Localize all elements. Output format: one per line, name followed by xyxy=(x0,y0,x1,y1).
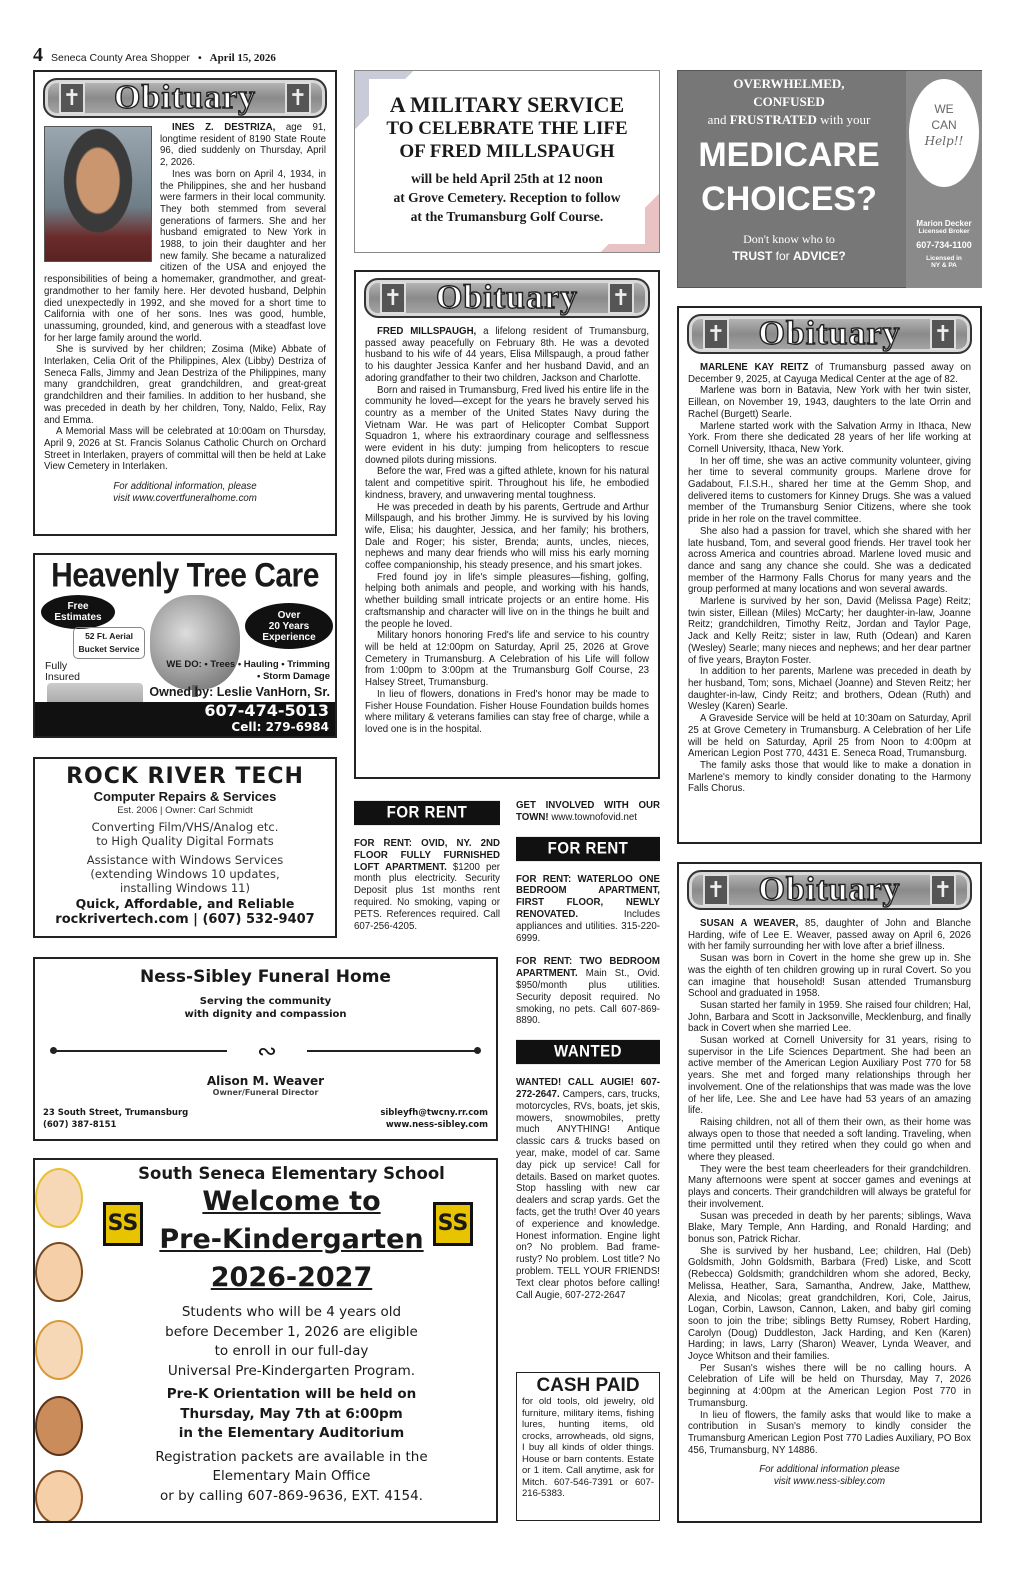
line: and xyxy=(707,112,730,127)
director-role: Owner/Funeral Director xyxy=(212,1088,319,1097)
paragraph: They were the best team cheerleaders for their grandchildren. Many afternoons were spent at soccer games and evenings at plays and concerts. Their grandchildren will always be grateful for their involvement. xyxy=(688,1163,971,1210)
obituary-body xyxy=(679,914,980,1488)
line: Help!! xyxy=(924,134,964,148)
line: 23 South Street, Trumansburg xyxy=(43,1108,189,1118)
separator: • xyxy=(197,52,202,64)
paragraph: Marlene was born in Batavia, New York with her twin sister, Eillean, on November 19, 1943, daughters to the late Orrin and Rachel (Burgett) Searle. xyxy=(688,385,971,420)
paragraph: She is survived by her husband, Lee; children, Hal (Deb) Goldsmith, John Goldsmith, Barbara (Fred) Liske, and Scott (Rebecca) Goldsmith; grandchildren whom she adored, Becky, Melissa, Heather, Sara, Samantha, Andrew, Jake, Matthew, Alexia, and Nicolas; great grandchildren, Kori, Cole, Jairus, Logan, Corbin, Lawson, Cannon, Laken, and baby girl coming soon to join the tribe; siblings Betty Rumsey, Robert Harding, Carolyn (Doug) Duddleston, Jack Harding, and Ken (Karen) Harding; in laws, Larry (Sharon) Weaver, Lynda Weaver, and Joyce Whitson and their families. xyxy=(688,1245,971,1363)
line: Students who will be 4 years old xyxy=(181,1304,402,1320)
classifieds-column-2 xyxy=(516,800,660,1301)
school-logo-left: SS xyxy=(103,1202,143,1246)
line: installing Windows 11) xyxy=(120,881,250,895)
paragraph: age 91, longtime resident of 8190 State Route 96, died suddenly on Thursday, April 2, 2026. xyxy=(160,122,326,169)
director-name: Alison M. Weaver xyxy=(206,1074,325,1088)
ad-text: Main St., Ovid. $950/month plus utilities. Security deposit required. No smoking, no pets. Call 607-869-8890. xyxy=(516,968,660,1027)
line: TRUST xyxy=(732,249,773,263)
section-header-for-rent: FOR RENT xyxy=(354,801,500,825)
section-header-wanted: WANTED xyxy=(516,1040,660,1064)
services-line: • Storm Damage xyxy=(256,671,330,682)
section-header-for-rent: FOR RENT xyxy=(516,836,660,860)
agent-name: Marion Decker xyxy=(916,219,972,228)
email-link[interactable]: sibleyfh@twcny.rr.com xyxy=(380,1108,488,1118)
detail-line: at the Trumansburg Golf Course. xyxy=(410,209,604,224)
obituary-banner xyxy=(43,78,327,118)
obituary-title: Obituary xyxy=(758,315,901,352)
line: Pre-K Orientation will be held on xyxy=(166,1386,417,1402)
line: Thursday, May 7th at 6:00pm xyxy=(180,1405,403,1422)
address xyxy=(43,1107,188,1131)
page-header xyxy=(33,44,276,67)
line: CHOICES? xyxy=(701,180,877,218)
classified-ovid-loft xyxy=(354,838,500,932)
cross-icon: ✝ xyxy=(608,282,634,314)
paragraph: Ines was born on April 4, 1934, in the Philippines, she and her husband were farmers in their local community. They both stemmed from several generations of farmers. She and her husband emigrated to New York in 1988, to join their daughter and her new family. She became a naturalized citizen of the USA and enjoyed the responsibilities of being a homemaker, grandmother, and great-grandmother to her family here. Her devoted husband, Delphin died unexpectedly in 1992, and she moved for a short time to California with one of her sons. Ines was good, humble, unassuming, grounded, kind, and generous with a steadfast love for her large family around the world. xyxy=(44,168,326,344)
paragraph: In her off time, she was an active community volunteer, giving her time to several community groups. Marlene drove for Gadabout, F.I.S.H., shared her time at the Gemm Shop, and delivered items to customers for Kinney Drugs. She was a valued member of the Trumansburg Senior Citizens, where she took pride in her role on the travel committee. xyxy=(688,455,971,526)
label-line: Bucket Service xyxy=(78,644,140,654)
obituary-marlene-reitz xyxy=(677,306,982,844)
ad-tagline xyxy=(35,995,496,1021)
paragraph: 85, daughter of John and Blanche Harding, wife of Lee E. Weaver, passed away on April 6, 2026 with her family surrounding her with love after a brief illness. xyxy=(688,918,971,953)
obituary-body xyxy=(356,322,658,736)
cross-icon: ✝ xyxy=(703,874,729,906)
license-line: NY & PA xyxy=(931,262,957,269)
line: (extending Windows 10 updates, xyxy=(90,867,280,881)
obituary-banner xyxy=(687,870,972,910)
website-link[interactable]: www.ness-sibley.com xyxy=(385,1120,488,1130)
ad-lead: FOR RENT: OVID, NY. 2ND FLOOR FULLY FURNISHED LOFT APARTMENT. xyxy=(354,838,500,873)
divider-dot xyxy=(474,1047,481,1054)
line: Don't know who to xyxy=(743,232,835,246)
headline xyxy=(678,133,900,221)
classified-augie xyxy=(516,1077,660,1301)
paragraph: She is survived by her children; Zosima (Mike) Abbate of Interlaken, Celia Orit of the Philippines, Alex (Libby) Destriza of Seneca Falls, Jimmy and Jean Destriza of the Philippines, many many grandchildren, great grandchildren, and great-great grandchildren and their families. In addition to her husband, she was preceded in death by her children, Tony, Naldo, Felix, Ray and Emma. xyxy=(44,344,326,426)
detail-line: will be held April 25th at 12 noon xyxy=(411,171,603,186)
headline-line: A MILITARY SERVICE xyxy=(389,92,625,117)
obituary-title: Obituary xyxy=(113,79,257,116)
school-logo-right: SS xyxy=(433,1202,473,1246)
label-line: 52 Ft. Aerial xyxy=(85,631,133,641)
tagline: Quick, Affordable, and Reliable xyxy=(75,896,295,911)
paragraph: Per Susan's wishes there will be no calling hours. A Celebration of Life will be held on Thursday, May 7, 2026 beginning at 4:00pm at the American Legion Post 770 in Trumansburg. xyxy=(688,1362,971,1409)
badge-line: Over xyxy=(277,610,301,621)
ad-lead: GET INVOLVED WITH OUR TOWN! xyxy=(516,800,660,823)
paragraph: of Trumansburg passed away on December 9, 2025, at Cayuga Medical Center at the age of 82. xyxy=(688,362,971,385)
ad-ness-sibley-funeral-home xyxy=(33,957,498,1141)
ad-heavenly-tree-care xyxy=(33,553,337,738)
line: (607) 387-8151 xyxy=(43,1120,117,1130)
bucket-service-label xyxy=(73,627,145,659)
badge-line: Free xyxy=(67,601,89,612)
deceased-name: INES Z. DESTRIZA, xyxy=(172,122,276,133)
classified-two-bedroom xyxy=(516,956,660,1027)
ad-title: Ness-Sibley Funeral Home xyxy=(140,967,391,987)
cross-icon: ✝ xyxy=(285,82,311,114)
label-line: Fully xyxy=(45,660,68,672)
paragraph: A Memorial Mass will be celebrated at 10:00am on Thursday, April 9, 2026 at St. Francis Solanus Catholic Church on Orchard Street in Interlaken, prayers of committal will then be held at Lake View Cemetery in Interlaken. xyxy=(44,426,326,473)
line: to High Quality Digital Formats xyxy=(96,834,274,848)
obituary-banner xyxy=(364,278,650,318)
free-estimates-badge xyxy=(41,595,115,629)
phone-bar xyxy=(35,702,335,736)
line: in the Elementary Auditorium xyxy=(178,1425,405,1441)
est-owner: Est. 2006 | Owner: Carl Schmidt xyxy=(117,805,253,816)
portrait-photo xyxy=(44,126,152,262)
owner-name: Owned by: Leslie VanHorn, Sr. xyxy=(149,685,330,699)
line: ADVICE? xyxy=(793,249,846,263)
obituary-susan-weaver xyxy=(677,862,982,1523)
obituary-ines-destriza xyxy=(33,70,337,536)
line: Serving the community xyxy=(199,996,332,1007)
funeral-home-link[interactable]: visit www.ness-sibley.com xyxy=(773,1476,886,1488)
badge-line: Estimates xyxy=(54,612,102,623)
ad-text: $1200 per month plus electricity. Security Deposit plus 1st months rent required. No smoking, vaping or PETS. References required. Call 607-256-4205. xyxy=(354,861,501,932)
ad-title: ROCK RIVER TECH xyxy=(66,764,304,789)
line: OVERWHELMED, xyxy=(733,76,845,91)
paragraph: In lieu of flowers, the family asks that would like to make a contribution in Susan's memory to kindly consider the Trumansburg American Legion Post 770 Ladies Auxiliary, PO Box 456, Trumansburg, NY 14886. xyxy=(688,1409,971,1456)
paragraph: In lieu of flowers, donations in Fred's honor may be made to Fisher House Foundation. Fisher House Foundation builds homes where military & veterans families can stay free of charge, while a loved one is in the hospital. xyxy=(365,688,649,735)
paragraph: Born and raised in Trumansburg, Fred lived his entire life in the community he loved—except for the years he bravely served his country as a member of the United States Navy during the Vietnam War. He was part of Helicopter Combat Support Squadron 1, where his extraordinary courage and selflessness were evident in his duty: jumping from helicopters to rescue downed pilots during missions. xyxy=(365,384,649,466)
paragraph: The family asks those that would like to make a donation in Marlene's memory to kindly consider donating to the Harmony Falls Chorus. xyxy=(688,759,971,795)
ad-south-seneca-prek xyxy=(33,1158,498,1523)
contact xyxy=(380,1107,488,1131)
paragraph: Before the war, Fred was a gifted athlete, known for his natural talent and competitive spirit. Throughout his life, he embodied kindness, bravery, and unwavering mental toughness. xyxy=(365,466,649,501)
line: Converting Film/VHS/Analog etc. xyxy=(91,820,279,834)
page-number: 4 xyxy=(33,44,43,66)
ad-cash-paid xyxy=(516,1372,660,1521)
services-list xyxy=(166,659,330,683)
cross-icon: ✝ xyxy=(59,82,85,114)
paragraph: Susan worked at Cornell University for 31 years, rising to supervisor in the Life Sciences Department. She had been an active member of the American Legion Auxiliary Post 770 for 58 years. She met and forged many relationships through her involvement. One of the relationships that was made was the love of her life, Lee. She and Lee have had 53 years of an amazing life. xyxy=(688,1035,971,1117)
obituary-title: Obituary xyxy=(758,871,901,908)
obituary-footer xyxy=(44,481,326,505)
label-line: Insured xyxy=(45,671,81,683)
paragraph: Marlene started work with the Salvation Army in Ithaca, New York. From there she dedicated 28 years of her life working at Cornell University, Ithaca, New York. xyxy=(688,420,971,455)
obituary-body xyxy=(679,358,980,795)
funeral-home-link[interactable]: visit www.covertfuneralhome.com xyxy=(113,493,257,505)
line: before December 1, 2026 are eligible xyxy=(165,1323,418,1340)
paragraph: Marlene is survived by her son, David (Melissa Page) Reitz; twin sister, Eillean (Miles) McCarty; her daughter-in-law, Joanne Reitz; grandchildren, Timothy Reitz, Jordan and Taylor Page, Jack and Kelly Reitz; sister in law, Ruth (Odean) and Karen (Wesley) Searle; many nieces and nephews; and her dear partner of five years, Brayton Foster. xyxy=(688,596,971,666)
paragraph: A Graveside Service will be held at 10:30am on Saturday, April 25 at Grove Cemetery in Trumansburg. A Celebration of her Life will be held on Saturday, April 25 from Noon to 4:00pm at American Legion Post 770, 4431 E. Seneca Road, Trumansburg. xyxy=(688,713,971,760)
ad-text: Campers, cars, trucks, motorcycles, RVs, boats, jet skis, mowers, snowmobiles, pretty much ANYTHING! Antique classic cars & trucks based on year, make, model of car. Same day pick up service! Call for details. Based on market quotes. Stop hassling with new car dealers and scrap yards. Get the facts, get the truth! Over 40 years of experience and knowledge. Honest information. Engine light on? No problem. Bad frame-rusty? No problem. Lost title? No problem. TELL YOUR FRIENDS! Text clear photos before calling! Call Augie, 607-272-2647 xyxy=(516,1088,660,1301)
headline-line: TO CELEBRATE THE LIFE xyxy=(386,118,628,139)
ad-military-service xyxy=(354,70,660,253)
deceased-name: SUSAN A WEAVER, xyxy=(700,918,799,929)
agent-panel xyxy=(906,71,982,288)
line: Universal Pre-Kindergarten Program. xyxy=(167,1362,416,1379)
school-name: South Seneca Elementary School xyxy=(138,1164,445,1183)
line: to enroll in our full-day xyxy=(214,1343,369,1359)
paragraph: Fred found joy in life's simple pleasures—fishing, golfing, helping both animals and people, and working with his hands, whether building small intricate projects or an entire home. His craftsmanship and character will live on in the things he built and the people he loved. xyxy=(365,571,649,630)
line: CONFUSED xyxy=(753,94,825,109)
ad-lead: FOR RENT: WATERLOO ONE BEDROOM APARTMENT, FIRST FLOOR, NEWLY RENOVATED. xyxy=(516,873,660,920)
footer-line: For additional information please xyxy=(759,1464,900,1476)
line: or by calling 607-869-9636, EXT. 4154. xyxy=(160,1487,423,1504)
license-line: Licensed in xyxy=(926,255,962,262)
paragraph: Susan started her family in 1959. She raised four children; Hal, John, Barbara and Scott in Jacksonville, Mecklenburg, and finally back in Covert when she married Lee. xyxy=(688,999,971,1035)
paragraph: She also had a passion for travel, which she shared with her late husband, Tom, and several good friends. Her travel took her across America and countries abroad. Marlene loved music and dance and sang any chance she could. She was a dedicated member of the Harmony Falls Chorus for many years and the group performed at many locations and won several awards. xyxy=(688,525,971,596)
ad-text: for old tools, old jewelry, old furniture, military items, fishing lures, hunting items, old crocks, arrowheads, old signs, I buy all kinds of older things. House or barn contents. Estate or 1 item. Call anytime, ask for Mitch. 607-546-7391 or 607-216-5383. xyxy=(522,1396,654,1499)
detail-line: at Grove Cemetery. Reception to follow xyxy=(393,190,621,205)
line: with dignity and compassion xyxy=(184,1009,347,1020)
director xyxy=(35,1074,496,1097)
obituary-fred-millspaugh xyxy=(354,270,660,779)
issue-date: April 15, 2026 xyxy=(209,52,276,64)
paragraph: Raising children, not all of them their own, as their home was always open to those that needed a soft landing. Traveling, when time permitted until they retired when they could go when and where they pleased. xyxy=(688,1116,971,1164)
cross-icon: ✝ xyxy=(930,874,956,906)
obituary-title: Obituary xyxy=(435,279,579,316)
line: FRUSTRATED xyxy=(729,112,817,127)
line: WE xyxy=(934,102,954,116)
line: Assistance with Windows Services xyxy=(86,853,284,867)
badge-line: Experience xyxy=(262,632,316,643)
line: Elementary Main Office xyxy=(212,1468,371,1484)
town-link[interactable]: www.townofovid.net xyxy=(548,811,637,823)
ad-lead: WANTED! CALL AUGIE! 607-272-2647. xyxy=(516,1077,660,1100)
paragraph: Susan was born in Covert in the home she grew up in. She was the eighth of ten children growing up in rural Covert. So you can imagine that household! Susan attended Trumansburg School and graduated in 1958. xyxy=(688,953,971,1000)
paragraph: He was preceded in death by his parents, Gertrude and Arthur Millspaugh, and his brother Jimmy. He is survived by his loving wife, Elisa; his daughter, Jessica, and her family; his brothers, Dale and Roger; his sister, Brenda; aunts, uncles, nieces, nephews and many dear friends who will miss his early morning coffee companionship, his steady presence, and his smart jokes. xyxy=(365,501,649,572)
phone-number: 607-474-5013 xyxy=(204,701,329,720)
line: Registration packets are available in the xyxy=(155,1448,428,1465)
badge-line: 20 Years xyxy=(268,621,310,632)
services-text xyxy=(35,820,335,895)
paragraph: Military honors honoring Fred's life and service to his country will be held at 12:00pm on Saturday, April 25, 2026 at Grove Cemetery in Trumansburg. A Celebration of his Life will follow from 1:00pm to 3:00pm at the Trumansburg Golf Course, 23 Halsey Street, Trumansburg. xyxy=(365,630,649,689)
ad-title: CASH PAID xyxy=(536,1375,640,1396)
eligibility-text xyxy=(87,1303,496,1381)
orientation-text xyxy=(87,1385,496,1444)
paragraph: Susan was preceded in death by her parents; siblings, Wava Blake, Mary Temple, Ann Harding, and Ronald Harding; and bonus son, Patrick Richar. xyxy=(688,1210,971,1245)
divider-dot xyxy=(50,1047,57,1054)
cross-icon: ✝ xyxy=(930,318,956,350)
line: with your xyxy=(816,112,871,127)
classified-town-ovid xyxy=(516,800,660,824)
headline-line: Pre-Kindergarten xyxy=(159,1224,424,1255)
line: MEDICARE xyxy=(698,136,880,174)
obituary-footer xyxy=(688,1464,971,1488)
speech-bubble xyxy=(909,79,979,187)
agent-phone: 607-734-1100 xyxy=(916,240,972,250)
experience-badge xyxy=(245,603,333,649)
ad-lead: FOR RENT: TWO BEDROOM APARTMENT. xyxy=(516,956,660,980)
ad-medicare xyxy=(677,70,982,288)
paragraph: In addition to her parents, Marlene was preceded in death by her husband, Tom; sons, Michael (Joanne) and Steven Reitz; her daughter-in-law, Cindy Reitz; and brothers, Odean (Ruth) and Wesley (Karen) Searle. xyxy=(688,666,971,713)
kids-illustration xyxy=(35,1160,87,1523)
footer-line: For additional information, please xyxy=(113,481,257,493)
services-line: WE DO: • Trees • Hauling • Trimming xyxy=(166,659,330,670)
ad-title: Heavenly Tree Care xyxy=(51,556,319,595)
line: CAN xyxy=(931,118,957,132)
contact-line[interactable]: rockrivertech.com | (607) 532-9407 xyxy=(55,912,315,927)
agent-title: Licensed Broker xyxy=(918,228,970,235)
flourish-ornament: ∾ xyxy=(227,1037,307,1065)
subline xyxy=(678,231,900,265)
headline-line: Welcome to xyxy=(202,1186,381,1217)
publication-name: Seneca County Area Shopper xyxy=(51,52,190,64)
registration-text xyxy=(87,1448,496,1507)
cross-icon: ✝ xyxy=(703,318,729,350)
ad-text: Includes appliances and utilities. 315-220-6999. xyxy=(516,908,660,944)
ad-subtitle: Computer Repairs & Services xyxy=(93,789,277,804)
headline-line: 2026-2027 xyxy=(210,1262,373,1293)
ad-rock-river-tech xyxy=(33,757,337,938)
deceased-name: MARLENE KAY REITZ xyxy=(700,362,809,373)
deceased-name: FRED MILLSPAUGH, xyxy=(377,326,477,337)
fully-insured-label xyxy=(45,661,80,683)
cross-icon: ✝ xyxy=(380,282,406,314)
headline-line: OF FRED MILLSPAUGH xyxy=(399,141,615,162)
obituary-banner xyxy=(687,314,972,354)
obituary-body xyxy=(35,122,335,505)
cell-number: Cell: 279-6984 xyxy=(231,720,329,734)
classified-waterloo xyxy=(516,874,660,945)
line: for xyxy=(772,249,793,263)
classifieds-column-1 xyxy=(354,802,500,932)
paragraph: a lifelong resident of Trumansburg, passed away peacefully on February 8th. He was a devoted husband to his wife of 44 years, Elisa Millspaugh, a proud father to his daughter Jessica Kanfer and her husband David, and an adoring grandfather to their two children, Jackson and Charlotte. xyxy=(365,326,650,384)
